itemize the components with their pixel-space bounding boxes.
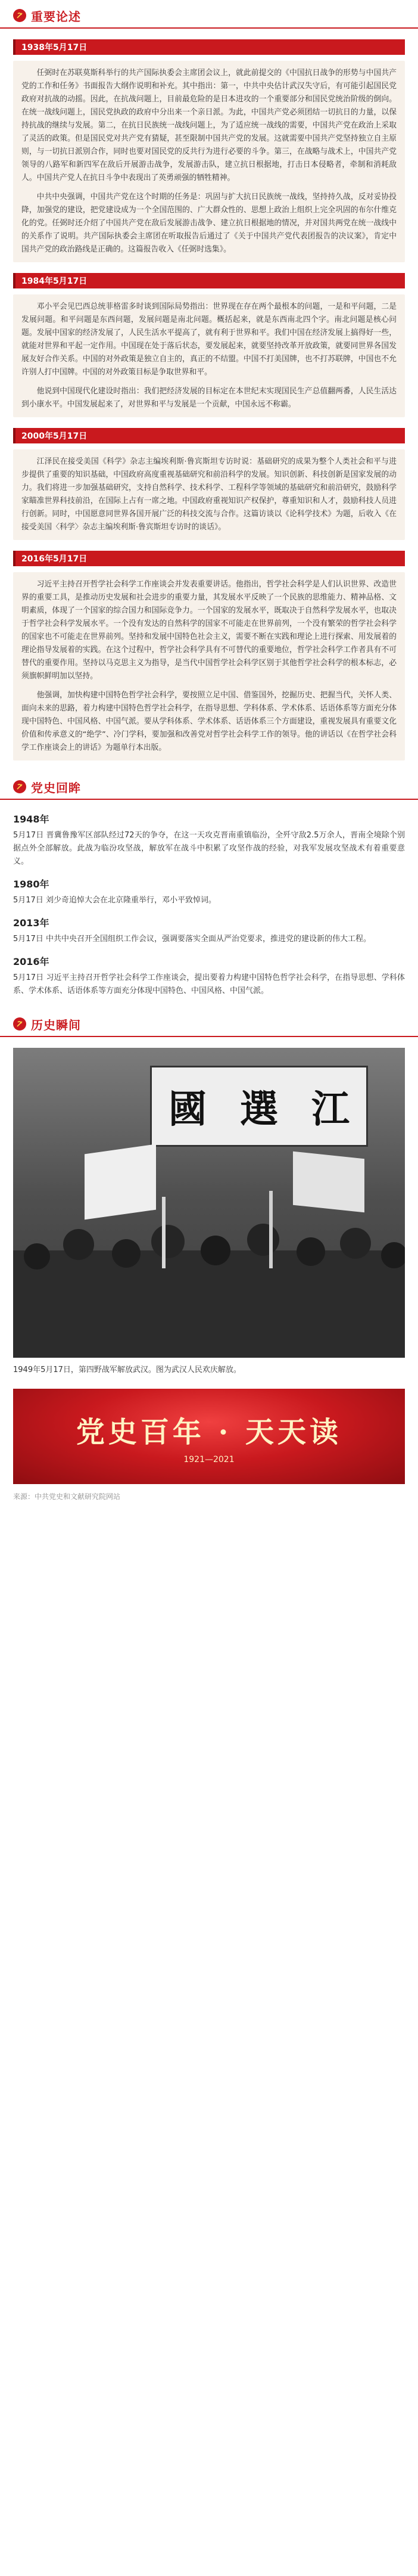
date-label: 1984年5月17日 bbox=[13, 273, 405, 288]
entry-card bbox=[13, 294, 405, 417]
date-label: 2016年5月17日 bbox=[13, 551, 405, 566]
party-emblem-icon bbox=[13, 780, 26, 793]
footer-title: 党史百年 · 天天读 bbox=[76, 1415, 342, 1449]
history-event: 5月17日 刘少奇追悼大会在北京隆重举行，邓小平致悼词。 bbox=[13, 896, 216, 905]
history-list bbox=[0, 800, 418, 1001]
section-title: 重要论述 bbox=[31, 9, 81, 24]
banner-char: 國 bbox=[169, 1087, 207, 1132]
entry-paragraph: 邓小平会见巴西总统菲格雷多时谈到国际局势指出：世界现在存在两个最根本的问题，一是和平问题，二是发展问题。和平问题是东西问题，发展问题是南北问题。概括起来，就是东西南北四个字。南北问题是核心问题。发展中国家的经济发展了，人民生活水平提高了，就有利于世界和平。我们中国在经济发展上搞得好一些，就能对世界和平起一定作用。中国现在处于落后状态，要发展起来，就要坚持改革开放政策，就要同世界各国发展友好合作关系。中国的对外政策是独立自主的，真正的不结盟。中国不打美国牌，也不打苏联牌，中国也不允许别人打中国牌。中国的对外政策目标是争取世界和平。 bbox=[21, 302, 397, 377]
history-year: 1980年 bbox=[13, 879, 49, 890]
banner-char: 江 bbox=[311, 1087, 350, 1132]
date-label: 2000年5月17日 bbox=[13, 428, 405, 443]
entry-paragraph: 他说到中国现代化建设时指出：我们把经济发展的目标定在本世纪末实现国民生产总值翻两番，人民生活达到小康水平。中国发展起来了，对世界和平与发展是一个贡献，中国永远不称霸。 bbox=[21, 387, 397, 409]
date-label: 1938年5月17日 bbox=[13, 39, 405, 55]
entry-paragraph: 习近平主持召开哲学社会科学工作座谈会并发表重要讲话。他指出，哲学社会科学是人们认识世界、改造世界的重要工具，是推动历史发展和社会进步的重要力量，其发展水平反映了一个民族的思维能力、精神品格、文明素质，体现了一个国家的综合国力和国际竞争力。一个国家的发展水平，既取决于自然科学发展水平，也取决于哲学社会科学发展水平。一个没有发达的自然科学的国家不可能走在世界前列，一个没有繁荣的哲学社会科学的国家也不可能走在世界前列。坚持和发展中国特色社会主义，需要不断在实践和理论上进行探索、用发展着的理论指导发展着的实践。在这个过程中，哲学社会科学具有不可替代的重要地位，哲学社会科学工作者具有不可替代的重要作用。坚持以马克思主义为指导，是当代中国哲学社会科学区别于其他哲学社会科学的根本标志，必须旗帜鲜明加以坚持。 bbox=[21, 580, 397, 681]
photo-banner bbox=[150, 1066, 368, 1147]
party-emblem-icon bbox=[13, 9, 26, 22]
history-year: 2016年 bbox=[13, 956, 49, 967]
section-heading-important bbox=[0, 4, 418, 29]
entry-card bbox=[13, 572, 405, 761]
footer-years: 1921—2021 bbox=[183, 1454, 235, 1464]
entry-card bbox=[13, 449, 405, 540]
history-event: 5月17日 习近平主持召开哲学社会科学工作座谈会，提出要着力构建中国特色哲学社会科学，在指导思想、学科体系、学术体系、话语体系等方面充分体现中国特色、中国风格、中国气派。 bbox=[13, 973, 405, 995]
photo-caption: 1949年5月17日，第四野战军解放武汉。图为武汉人民欢庆解放。 bbox=[13, 1365, 241, 1374]
crowd-silhouette bbox=[13, 1185, 405, 1358]
entry-card bbox=[13, 61, 405, 262]
banner-char: 選 bbox=[240, 1087, 278, 1132]
section-title: 历史瞬间 bbox=[31, 1017, 81, 1032]
history-event: 5月17日 晋冀鲁豫军区部队经过72天的争夺，在这一天攻克晋南重镇临汾，全歼守敌2.5万余人，晋南全境除个别据点外全部解放。此战为临汾攻坚战，解放军在战斗中积累了攻坚作战的经验，对我军发展攻坚战术有着重要意义。 bbox=[13, 831, 405, 866]
section-title: 党史回眸 bbox=[31, 780, 81, 795]
source-note: 来源：中共党史和文献研究院网站 bbox=[13, 1492, 121, 1501]
historic-photo bbox=[13, 1048, 405, 1358]
entry-paragraph: 他强调，加快构建中国特色哲学社会科学，要按照立足中国、借鉴国外，挖掘历史、把握当代，关怀人类、面向未来的思路，着力构建中国特色哲学社会科学，在指导思想、学科体系、学术体系、话语体系等方面充分体现中国特色、中国风格、中国气派。要从学科体系、学术体系、话语体系三个方面建设，重视发展具有重要文化价值和传承意义的“绝学”、冷门学科，要加强和改善党对哲学社会科学工作的领导。他的讲话以《在哲学社会科学工作座谈会上的讲话》为题单行本出版。 bbox=[21, 691, 397, 752]
history-year: 1948年 bbox=[13, 814, 49, 825]
section-heading-history bbox=[0, 775, 418, 800]
section-heading-moment bbox=[0, 1012, 418, 1037]
party-emblem-icon bbox=[13, 1017, 26, 1031]
entry-paragraph: 中共中央强调，中国共产党在这个时期的任务是：巩固与扩大抗日民族统一战线，坚持持久战，反对妥协投降，加强党的建设，把党建设成为一个全国范围的、广大群众性的、思想上政治上组织上完全巩固的布尔什维克化的党。任弼时还介绍了中国共产党在敌后发展游击战争、建立抗日根据地的情况，并对国共两党在统一战线中的关系作了说明。共产国际执委会主席团在听取报告后通过了《关于中国共产党代表团报告的决议案》，肯定中国共产党的政治路线是正确的。这篇报告收入《任弼时选集》。 bbox=[21, 193, 397, 254]
history-event: 5月17日 中共中央召开全国组织工作会议，强调要落实全面从严治党要求，推进党的建设新的伟大工程。 bbox=[13, 935, 371, 944]
footer-banner bbox=[13, 1389, 405, 1484]
history-year: 2013年 bbox=[13, 917, 49, 929]
entry-paragraph: 江泽民在接受美国《科学》杂志主编埃利斯·鲁宾斯坦专访时说：基础研究的成果为整个人类社会和平与进步提供了重要的知识基础，中国政府高度重视基础研究和前沿科学的发展。知识创新、科技创新是国家发展的动力。我们将进一步加强基础研究，支持自然科学、技术科学、工程科学等领域的基础研究和前沿研究，鼓励科学家瞄准世界科技前沿，在国际上占有一席之地。中国政府重视知识产权保护，尊重知识和人才，鼓励科技人员进行创新。同时，中国愿意同世界各国开展广泛的科技交流与合作。这篇访谈以《论科学技术》为题，后收入《在接受美国〈科学〉杂志主编埃利斯·鲁宾斯坦专访时的谈话》。 bbox=[21, 457, 397, 532]
entry-paragraph: 任弼时在苏联莫斯科举行的共产国际执委会主席团会议上，就此前提交的《中国抗日战争的形势与中国共产党的工作和任务》书面报告大纲作说明和补充。其中指出：第一，中共中央估计武汉失守后，有可能引起国民党政府对抗战的动摇。因此，在抗战问题上，目前最危险的是日本进攻的一个重要部分和国民党统治阶级的倒向。在统一战线问题上，国民党执政的政府中分出来一个亲日派。为此，中国共产党必须团结一切抗日的力量，以保持抗战的继续与发展。第二，在抗日民族统一战线问题上，为了适应统一战线的需要，中国共产党在政治上采取了灵活的政策。但是国民党对共产党有猜疑，甚至限制中国共产党的发展。这就需要中国共产党坚持独立自主原则，与一切抗日派别合作，同时也要对国民党的反共行为进行必要的斗争。第三，在战略与战术上，中国共产党领导的八路军和新四军在敌后开展游击战争，发展游击队，建立抗日根据地，打击日本侵略者，牵制和消耗敌人。中国共产党人在抗日斗争中表现出了英勇顽强的牺牲精神。 bbox=[21, 69, 397, 182]
